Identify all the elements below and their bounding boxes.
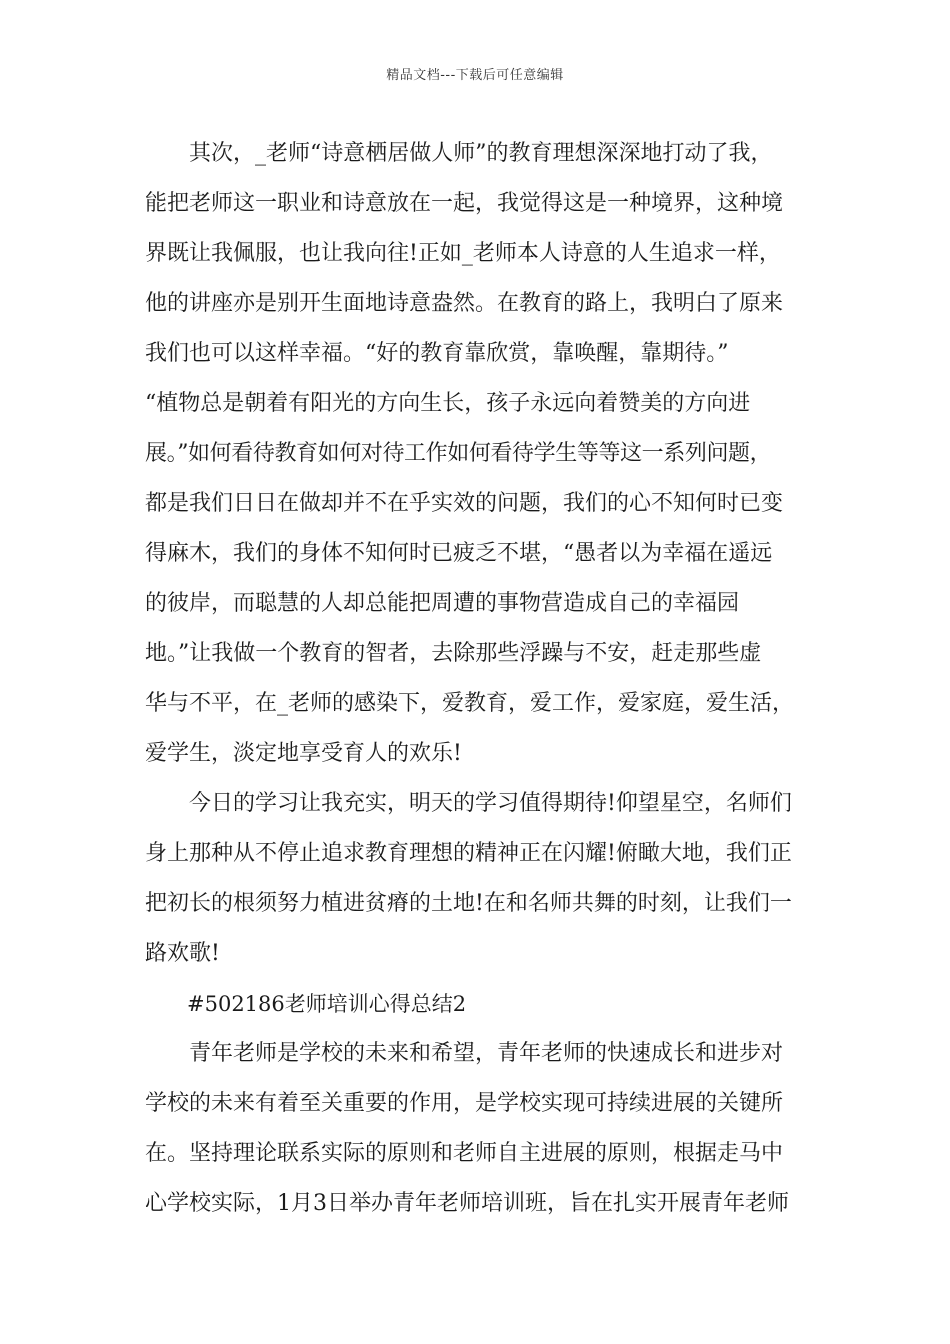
text-line: 心学校实际，1月3日举办青年老师培训班，旨在扎实开展青年老师 [145,1191,789,1216]
paragraph [145,129,815,779]
text-line: 青年老师是学校的未来和希望，青年老师的快速成长和进步对 [189,1041,784,1066]
text-line: 把初长的根须努力植进贫瘠的土地!在和名师共舞的时刻，让我们一 [145,891,792,916]
text-line: 他的讲座亦是别开生面地诗意盎然。在教育的路上，我明白了原来 [145,291,784,316]
text-line: 学校的未来有着至关重要的作用，是学校实现可持续进展的关键所 [145,1091,784,1116]
text-line: 路欢歌! [145,941,220,966]
text-line: 地。”让我做一个教育的智者，去除那些浮躁与不安，赶走那些虚 [145,641,762,666]
paragraph [145,779,815,979]
text-line: 展。”如何看待教育如何对待工作如何看待学生等等这一系列问题， [145,441,772,466]
section-heading: #502186老师培训心得总结2 [187,992,467,1016]
text-line: 华与不平，在_老师的感染下，爱教育，爱工作，爱家庭，爱生活， [145,691,795,716]
text-line: 身上那种从不停止追求教育理想的精神正在闪耀!俯瞰大地，我们正 [145,841,792,866]
paragraph [145,1029,815,1229]
text-line: 界既让我佩服，也让我向往!正如_老师本人诗意的人生追求一样， [145,241,781,266]
text-line: “植物总是朝着有阳光的方向生长，孩子永远向着赞美的方向进 [145,391,751,416]
page-header: 精品文档---下载后可任意编辑 [386,68,564,83]
document-body [145,129,815,1229]
text-line: 得麻木，我们的身体不知何时已疲乏不堪，“愚者以为幸福在遥远 [145,541,773,566]
text-line: 的彼岸，而聪慧的人却总能把周遭的事物营造成自己的幸福园 [145,591,740,616]
text-line: 我们也可以这样幸福。“好的教育靠欣赏，靠唤醒，靠期待。” [145,341,729,366]
text-line: 都是我们日日在做却并不在乎实效的问题，我们的心不知何时已变 [145,491,784,516]
text-line: 能把老师这一职业和诗意放在一起，我觉得这是一种境界，这种境 [145,191,784,216]
text-line: 其次，_老师“诗意栖居做人师”的教育理想深深地打动了我， [189,141,773,166]
text-line: 爱学生，淡定地享受育人的欢乐! [145,741,462,766]
text-line: 在。坚持理论联系实际的原则和老师自主进展的原则，根据走马中 [145,1141,784,1166]
text-line: 今日的学习让我充实，明天的学习值得期待!仰望星空，名师们 [189,791,792,816]
